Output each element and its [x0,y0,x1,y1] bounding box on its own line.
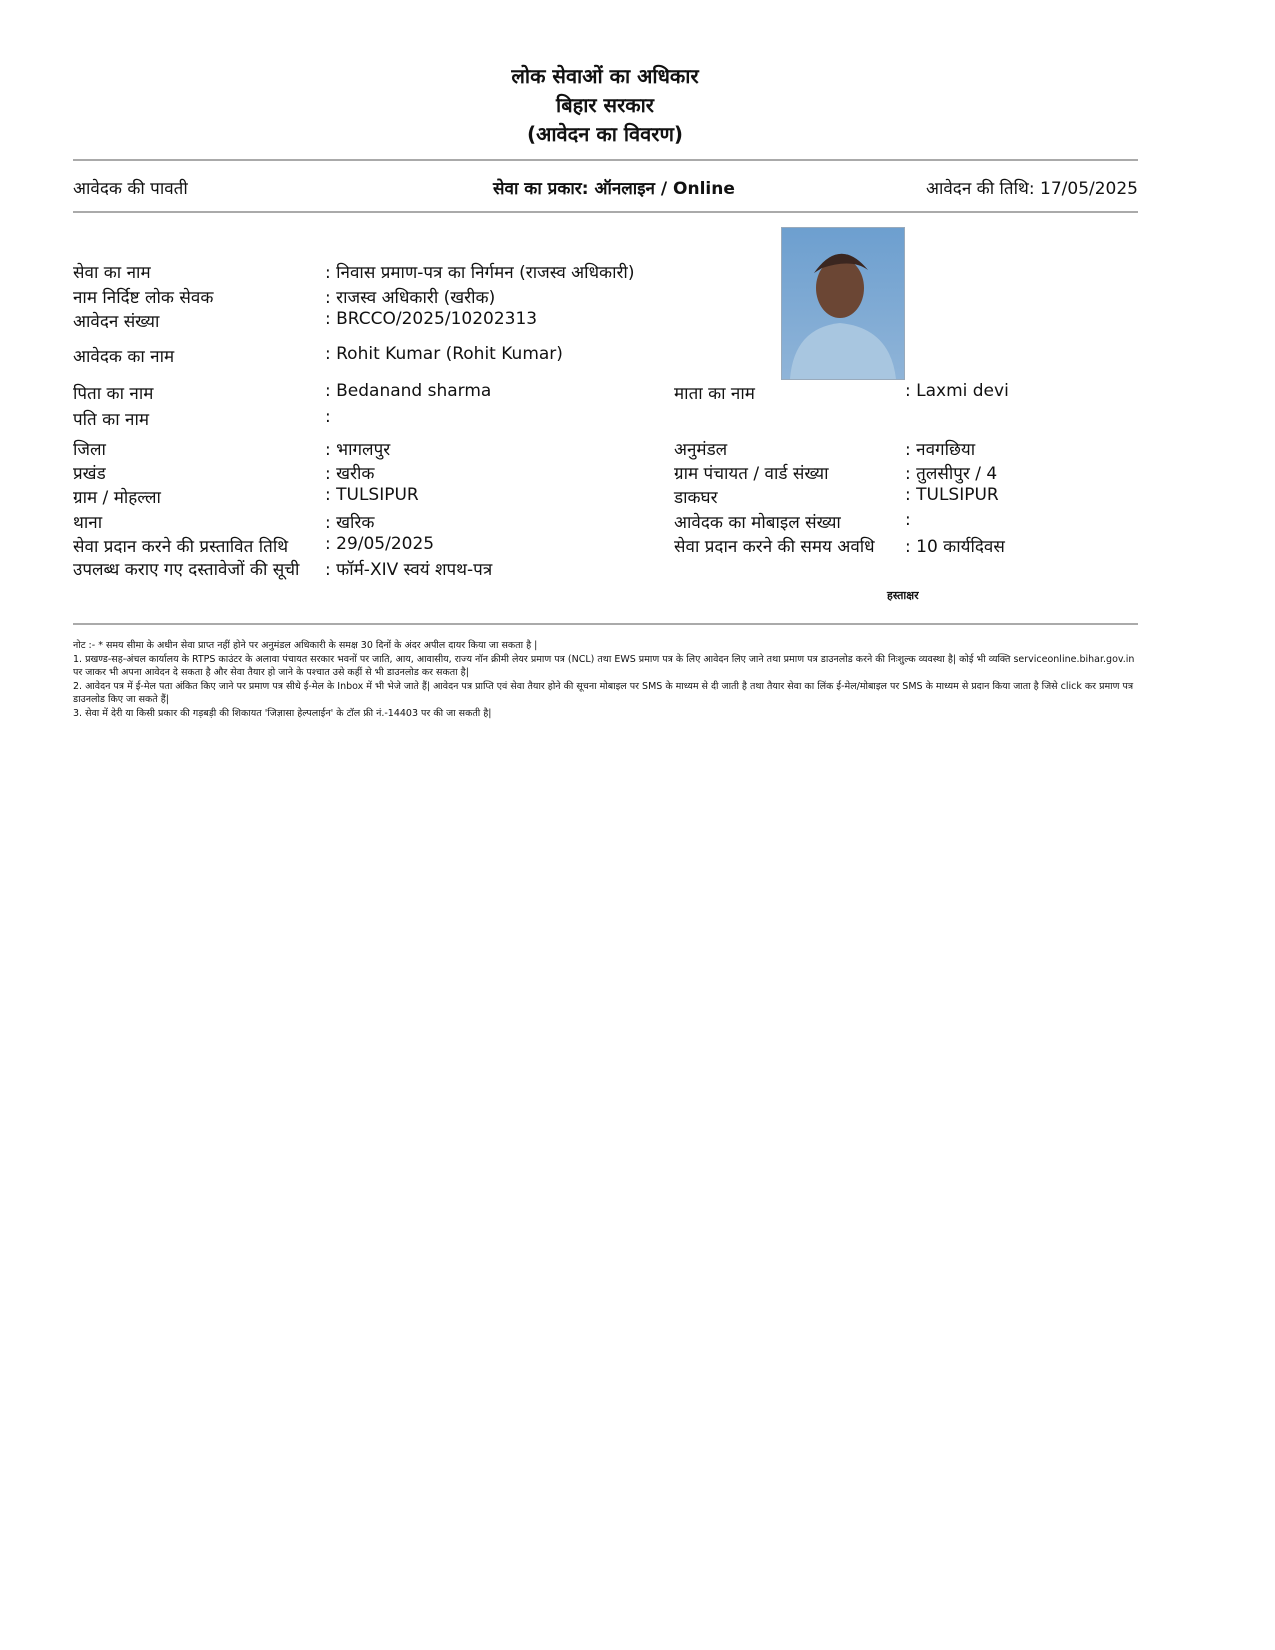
field-value: : फॉर्म-XIV स्वयं शपथ-पत्र [325,560,493,580]
field-value: : BRCCO/2025/10202313 [325,309,538,329]
field-label: आवेदक का मोबाइल संख्या [674,513,841,533]
field-value: : TULSIPUR [905,485,999,505]
field-value: : नवगछिया [905,440,976,460]
field-value: : 10 कार्यदिवस [905,537,1005,557]
applicant-photo [781,227,905,380]
receipt-label: आवेदक की पावती [73,179,188,199]
service-type-label: सेवा का प्रकार: ऑनलाइन / [493,179,674,199]
field-label: सेवा का नाम [73,263,151,283]
field-value: : भागलपुर [325,440,391,460]
field-value: : खरीक [325,464,375,484]
field-label: सेवा प्रदान करने की समय अवधि [674,537,875,557]
field-label: माता का नाम [674,384,755,404]
field-label: नाम निर्दिष्ट लोक सेवक [73,288,214,308]
field-label: पिता का नाम [73,384,154,404]
field-value: : तुलसीपुर / 4 [905,464,998,484]
field-value: : Bedanand sharma [325,381,492,401]
field-value: : 29/05/2025 [325,534,435,554]
field-label: सेवा प्रदान करने की प्रस्तावित तिथि [73,537,289,557]
divider [73,211,1138,213]
field-label: जिला [73,440,106,460]
service-type-value: Online [673,179,735,199]
field-value: : [905,510,911,530]
note-line: 2. आवेदन पत्र में ई-मेल पता अंकित किए जाने पर प्रमाण पत्र सीधे ई-मेल के Inbox में भी भेजे जाते हैं| आवेदन पत्र प्राप्ति एवं सेवा तैयार होने की सूचना मोबाइल पर SMS के माध्यम से दी जाती है तथा तैयार सेवा का लिंक ई-मेल/मोबाइल पर SMS के माध्यम से प्रदान किया जाता है जिसे click कर प्रमाण पत्र डाउनलोड किए जा सकते हैं| [73,680,1134,705]
field-label: उपलब्ध कराए गए दस्तावेजों की सूची [73,560,300,580]
field-value: : [325,407,331,427]
note-line: 3. सेवा में देरी या किसी प्रकार की गड़बड़ी की शिकायत 'जिज्ञासा हेल्पलाईन' के टॉल फ्री नं.-14403 पर की जा सकती है| [73,707,492,719]
header-title: लोक सेवाओं का अधिकार [511,64,699,88]
field-label: अनुमंडल [674,440,728,460]
field-label: थाना [73,513,103,533]
header-government: बिहार सरकार [556,93,654,117]
field-label: प्रखंड [73,464,106,484]
notes-section [73,639,1138,720]
field-value: : राजस्व अधिकारी (खरीक) [325,288,496,308]
divider [73,623,1138,625]
field-value: : TULSIPUR [325,485,419,505]
field-value: : Laxmi devi [905,381,1009,401]
field-label: ग्राम / मोहल्ला [73,488,161,508]
field-value: : Rohit Kumar (Rohit Kumar) [325,344,563,364]
field-label: आवेदन संख्या [73,312,160,332]
signature-label: हस्ताक्षर [887,589,919,602]
field-value: : खरिक [325,513,375,533]
note-line: नोट :- * समय सीमा के अधीन सेवा प्राप्त नहीं होने पर अनुमंडल अधिकारी के समक्ष 30 दिनों के अंदर अपील दायर किया जा सकता है | [73,640,538,651]
field-label: पति का नाम [73,410,150,430]
note-line: 1. प्रखण्ड-सह-अंचल कार्यालय के RTPS काउंटर के अलावा पंचायत सरकार भवनों पर जाति, आय, आवासीय, राज्य नॉन क्रीमी लेयर प्रमाण पत्र (NCL) तथा EWS प्रमाण पत्र के लिए आवेदन लिए जाने तथा प्रमाण पत्र डाउनलोड करने की निःशुल्क व्यवस्था है| कोई भी व्यक्ति serviceonline.bihar.gov.in पर जाकर भी अपना आवेदन दे सकता है और सेवा तैयार हो जाने के पश्चात उसे कहीं से भी डाउनलोड कर सकता है| [73,653,1135,678]
field-label: ग्राम पंचायत / वार्ड संख्या [674,464,829,484]
field-label: डाकघर [674,488,718,508]
field-value: : निवास प्रमाण-पत्र का निर्गमन (राजस्व अधिकारी) [325,263,635,283]
service-type [493,176,735,199]
header-subtitle: (आवेदन का विवरण) [526,122,684,146]
application-date: आवेदन की तिथि: 17/05/2025 [925,179,1138,199]
field-label: आवेदक का नाम [73,347,175,367]
divider [73,159,1138,161]
